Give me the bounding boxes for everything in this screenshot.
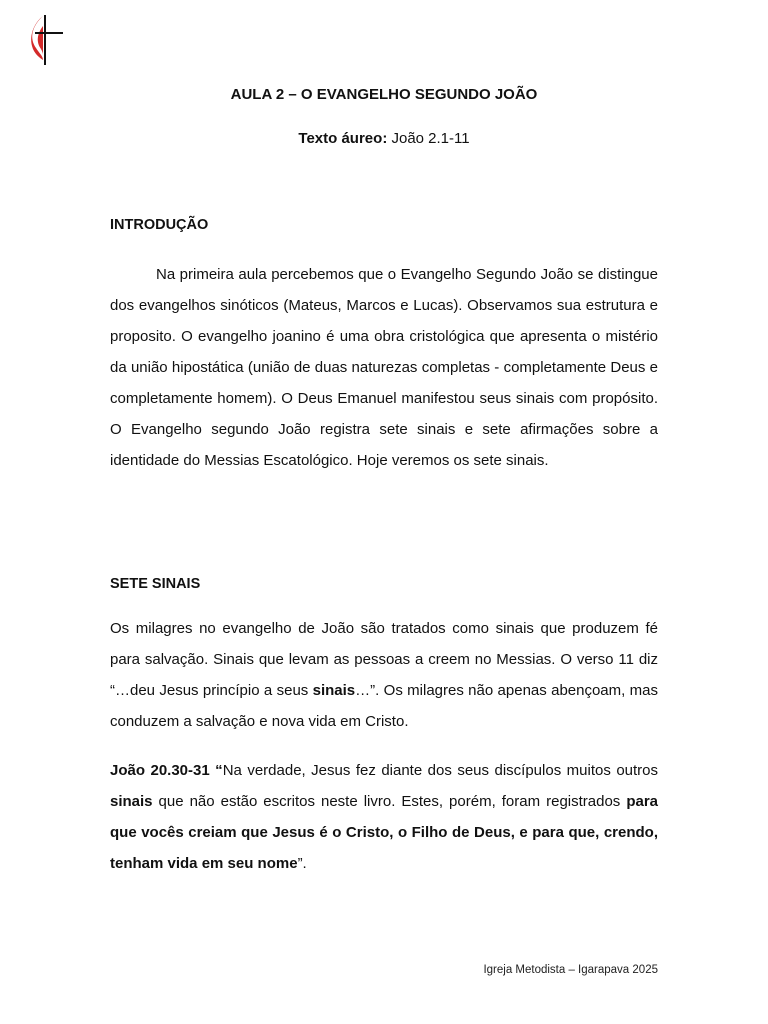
document-title: AULA 2 – O EVANGELHO SEGUNDO JOÃO (230, 86, 538, 103)
signs-p2-bold-2: para que vocês creiam que Jesus é o Cristo, o Filho de Deus, e para que, crendo, tenham vida em seu nome (110, 793, 658, 872)
signs-p2-text-a: Na verdade, Jesus fez diante dos seus discípulos muitos outros (222, 762, 659, 779)
golden-text-label: Texto áureo: (298, 130, 388, 147)
signs-p2-text-b: que não estão escritos neste livro. Estes, porém, foram registrados (152, 793, 627, 810)
methodist-cross-flame-icon (26, 12, 66, 66)
scripture-ref: João 20.30-31 “ (110, 762, 223, 779)
golden-text-ref: João 2.1-11 (387, 130, 470, 147)
signs-p1-bold: sinais (312, 682, 356, 699)
intro-paragraph: Na primeira aula percebemos que o Evangelho Segundo João se distingue dos evangelhos sinóticos (Mateus, Marcos e Lucas). Observamos sua estrutura e proposito. O evangelho joanino é uma obra cristológica que apresenta o mistério da união hipostática (união de duas naturezas completas - completamente Deus e completamente homem). O Deus Emanuel manifestou seus sinais com propósito. O Evangelho segundo João registra sete sinais e sete afirmações sobre a identidade do Messias Escatológico. Hoje veremos os sete sinais. (110, 266, 658, 469)
intro-heading: INTRODUÇÃO (110, 217, 209, 233)
golden-text (0, 130, 768, 147)
signs-p2-end: ”. (297, 855, 307, 872)
signs-paragraph-2 (110, 755, 658, 879)
signs-p1-text-b: …”. Os milagres não apenas abençoam, mas conduzem a salvação e nova vida em Cristo. (110, 682, 658, 730)
signs-paragraph-1 (110, 613, 658, 737)
signs-p1-text-a: Os milagres no evangelho de João são tratados como sinais que produzem fé para salvação. Sinais que levam as pessoas a creem no Messias. O verso 11 diz “…deu Jesus princípio a seus (110, 620, 658, 699)
signs-heading: SETE SINAIS (110, 576, 201, 592)
signs-p2-bold-1: sinais (110, 793, 153, 810)
page-footer: Igreja Metodista – Igarapava 2025 (483, 964, 658, 976)
